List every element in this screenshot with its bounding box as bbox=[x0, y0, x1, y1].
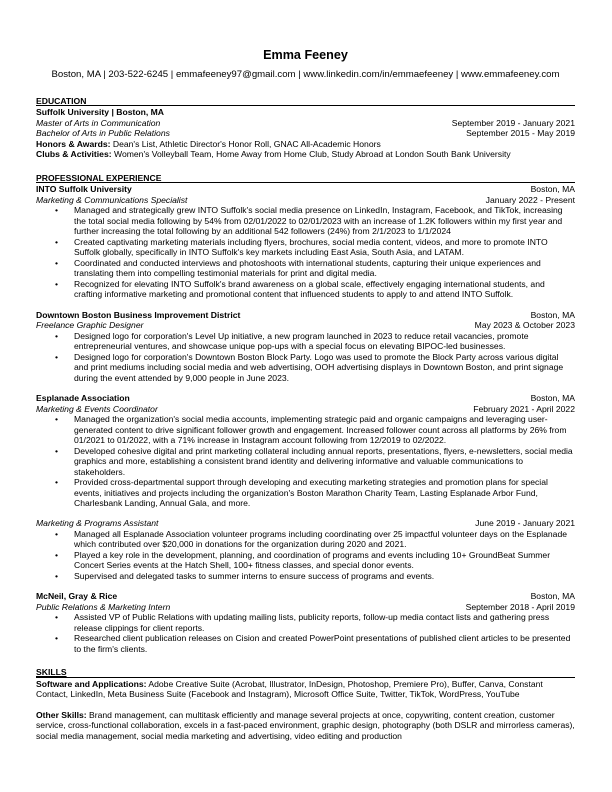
job-bullet: • Managed the organization's social media accounts, implementing strategic paid and organic campaigns and leveraging user-generated content to drive significant follower growth and engagement. Increased follower count across all platforms by 26% from 01/2021 to 01/2022, with a 71% increase in Instagram account following from 12/2019 to 02/2022. bbox=[74, 414, 575, 445]
degree-dates: September 2015 - May 2019 bbox=[466, 128, 575, 139]
job-entry bbox=[36, 184, 575, 299]
job-role-row bbox=[36, 602, 575, 612]
job-bullet: • Supervised and delegated tasks to summer interns to ensure success of programs and events. bbox=[74, 571, 575, 581]
job-role-row bbox=[36, 404, 575, 414]
job-role: Marketing & Events Coordinator bbox=[36, 403, 158, 414]
job-role: Freelance Graphic Designer bbox=[36, 320, 144, 331]
job-bullet: • Coordinated and conducted interviews and photoshoots with international students, capturing their unique experiences and translating them into compelling testimonial materials for print and digital media. bbox=[74, 258, 575, 279]
clubs-text: Women's Volleyball Team, Home Away from Home Club, Study Abroad at London South Bank University bbox=[111, 149, 511, 160]
school-name: Suffolk University | Boston, MA bbox=[36, 107, 164, 118]
job-bullet: • Created captivating marketing materials including flyers, brochures, social media content, videos, and more to promote INTO Suffolk globally, specifically in INTO Suffolk's key markets including East Asia, South Asia, and LATAM. bbox=[74, 237, 575, 258]
job-dates: February 2021 - April 2022 bbox=[473, 403, 575, 414]
education-section bbox=[36, 97, 575, 160]
job-bullet: • Researched client publication releases on Cision and created PowerPoint presentations of published client articles to be presented to the firm's clients. bbox=[74, 633, 575, 654]
other-text: Brand management, can multitask efficiently and manage several projects at once, copywriting, content creation, customer service, cross-functional collaboration, excels in a fast-paced environment, graphic design, photography (both DSLR and mirrorless cameras), social media management, social media marketing and advertising, video editing and production bbox=[36, 709, 575, 741]
job-bullets bbox=[36, 331, 575, 383]
job-entry bbox=[36, 310, 575, 383]
skills-section bbox=[36, 668, 575, 741]
job-organization: INTO Suffolk University bbox=[36, 184, 132, 195]
skills-heading: SKILLS bbox=[36, 668, 575, 678]
job-bullet: • Developed cohesive digital and print marketing collateral including annual reports, presentations, flyers, e-newsletters, social media graphics and more, establishing a consistent brand identity and delivering informative and valuable communications to stakeholders. bbox=[74, 446, 575, 477]
job-bullet: • Designed logo for corporation's Downtown Boston Block Party. Logo was used to promote the Block Party across various digital and print mediums including social media and web advertising, OOH advertising displays in Downtown Boston, and print signage during the event attended by 9,000 people in June 2023. bbox=[74, 352, 575, 383]
job-list bbox=[36, 184, 575, 654]
job-dates: May 2023 & October 2023 bbox=[474, 320, 575, 331]
clubs-label: Clubs & Activities: bbox=[36, 149, 112, 160]
candidate-name: Emma Feeney bbox=[263, 48, 348, 62]
experience-section bbox=[36, 174, 575, 654]
degree-row bbox=[36, 128, 575, 138]
job-entry bbox=[36, 393, 575, 508]
other-skills bbox=[36, 710, 575, 741]
software-label: Software and Applications: bbox=[36, 678, 147, 689]
job-organization: McNeil, Gray & Rice bbox=[36, 591, 118, 602]
job-org-row bbox=[36, 591, 575, 601]
other-label: Other Skills: bbox=[36, 709, 87, 720]
job-location: Boston, MA bbox=[530, 184, 575, 195]
job-org-row bbox=[36, 393, 575, 403]
degree-name: Bachelor of Arts in Public Relations bbox=[36, 128, 170, 139]
job-location: Boston, MA bbox=[530, 591, 575, 602]
job-location: Boston, MA bbox=[530, 309, 575, 320]
honors-label: Honors & Awards: bbox=[36, 138, 111, 149]
contact-line: Boston, MA | 203-522-6245 | emmafeeney97@gmail.com | www.linkedin.com/in/emmaefeeney | www.emmafeeney.com bbox=[51, 69, 560, 81]
job-dates: January 2022 - Present bbox=[485, 194, 575, 205]
job-role-row bbox=[36, 195, 575, 205]
job-org-row bbox=[36, 184, 575, 194]
honors-text: Dean's List, Athletic Director's Honor Roll, GNAC All-Academic Honors bbox=[110, 138, 381, 149]
job-bullets bbox=[36, 612, 575, 654]
degree-dates: September 2019 - January 2021 bbox=[451, 117, 575, 128]
education-heading: EDUCATION bbox=[36, 97, 575, 107]
software-text: Adobe Creative Suite (Acrobat, Illustrator, InDesign, Photoshop, Premiere Pro), Buffer, Canva, Constant Contact, LinkedIn, Meta Business Suite (Facebook and Instagram), Microsoft Office Suite, Twitter, TikTok, WordPress, YouTube bbox=[36, 678, 543, 700]
job-role: Marketing & Programs Assistant bbox=[36, 518, 159, 529]
degree-name: Master of Arts in Communication bbox=[36, 117, 161, 128]
job-role-row bbox=[36, 518, 575, 528]
job-entry bbox=[36, 591, 575, 654]
job-bullets bbox=[36, 529, 575, 581]
job-bullet: • Managed and strategically grew INTO Suffolk's social media presence on LinkedIn, Instagram, Facebook, and TikTok, increasing the total social media following by 54% from 02/01/2022 to 02/01/2023 with an increase of 1.2K followers within my first year and further increasing the total following by an additional 542 followers (24%) from 2/1/2023 to 1/1/2024 bbox=[74, 205, 575, 236]
job-bullet: • Managed all Esplanade Association volunteer programs including coordinating over 25 impactful volunteer days on the Esplanade which contributed over $20,000 in donations for the organization during 2020 and 2021. bbox=[74, 529, 575, 550]
job-role: Marketing & Communications Specialist bbox=[36, 194, 188, 205]
job-dates: September 2018 - April 2019 bbox=[465, 601, 575, 612]
job-organization: Esplanade Association bbox=[36, 393, 130, 404]
job-bullet: • Assisted VP of Public Relations with updating mailing lists, publicity reports, follow-up media contact lists and gathering press release clippings for client reports. bbox=[74, 612, 575, 633]
job-bullet: • Played a key role in the development, planning, and coordination of programs and events including 10+ GroundBeat Summer Concert Series events at the Hatch Shell, 100+ fitness classes, and special donor events. bbox=[74, 550, 575, 571]
job-org-row bbox=[36, 310, 575, 320]
job-bullet: • Provided cross-departmental support through developing and executing marketing strategies and promotion plans for special events, initiatives and projects including the organization's Boston Marathon Charity Team, Lasting Esplanade Arbor Fund, Charlesbank Landing, Annual Gala, and more. bbox=[74, 477, 575, 508]
job-bullets bbox=[36, 414, 575, 508]
job-role: Public Relations & Marketing Intern bbox=[36, 601, 171, 612]
job-entry bbox=[36, 518, 575, 581]
honors-line bbox=[36, 139, 575, 149]
degree-row bbox=[36, 118, 575, 128]
job-dates: June 2019 - January 2021 bbox=[475, 518, 575, 529]
job-location: Boston, MA bbox=[530, 393, 575, 404]
job-role-row bbox=[36, 320, 575, 330]
job-bullet: • Designed logo for corporation's Level Up initiative, a new program launched in 2023 to reduce retail vacancies, promote entrepreneurial ventures, and showcase unique pop-ups with a special focus on elevating BIPOC-led businesses. bbox=[74, 331, 575, 352]
software-skills bbox=[36, 679, 575, 700]
experience-heading: PROFESSIONAL EXPERIENCE bbox=[36, 174, 575, 184]
job-bullet: • Recognized for elevating INTO Suffolk's brand awareness on a global scale, effectively engaging international students, and crafting informative marketing and promotional content that influenced students to apply to and attend INTO Suffolk. bbox=[74, 279, 575, 300]
job-organization: Downtown Boston Business Improvement District bbox=[36, 309, 241, 320]
job-bullets bbox=[36, 205, 575, 299]
clubs-line bbox=[36, 149, 575, 159]
